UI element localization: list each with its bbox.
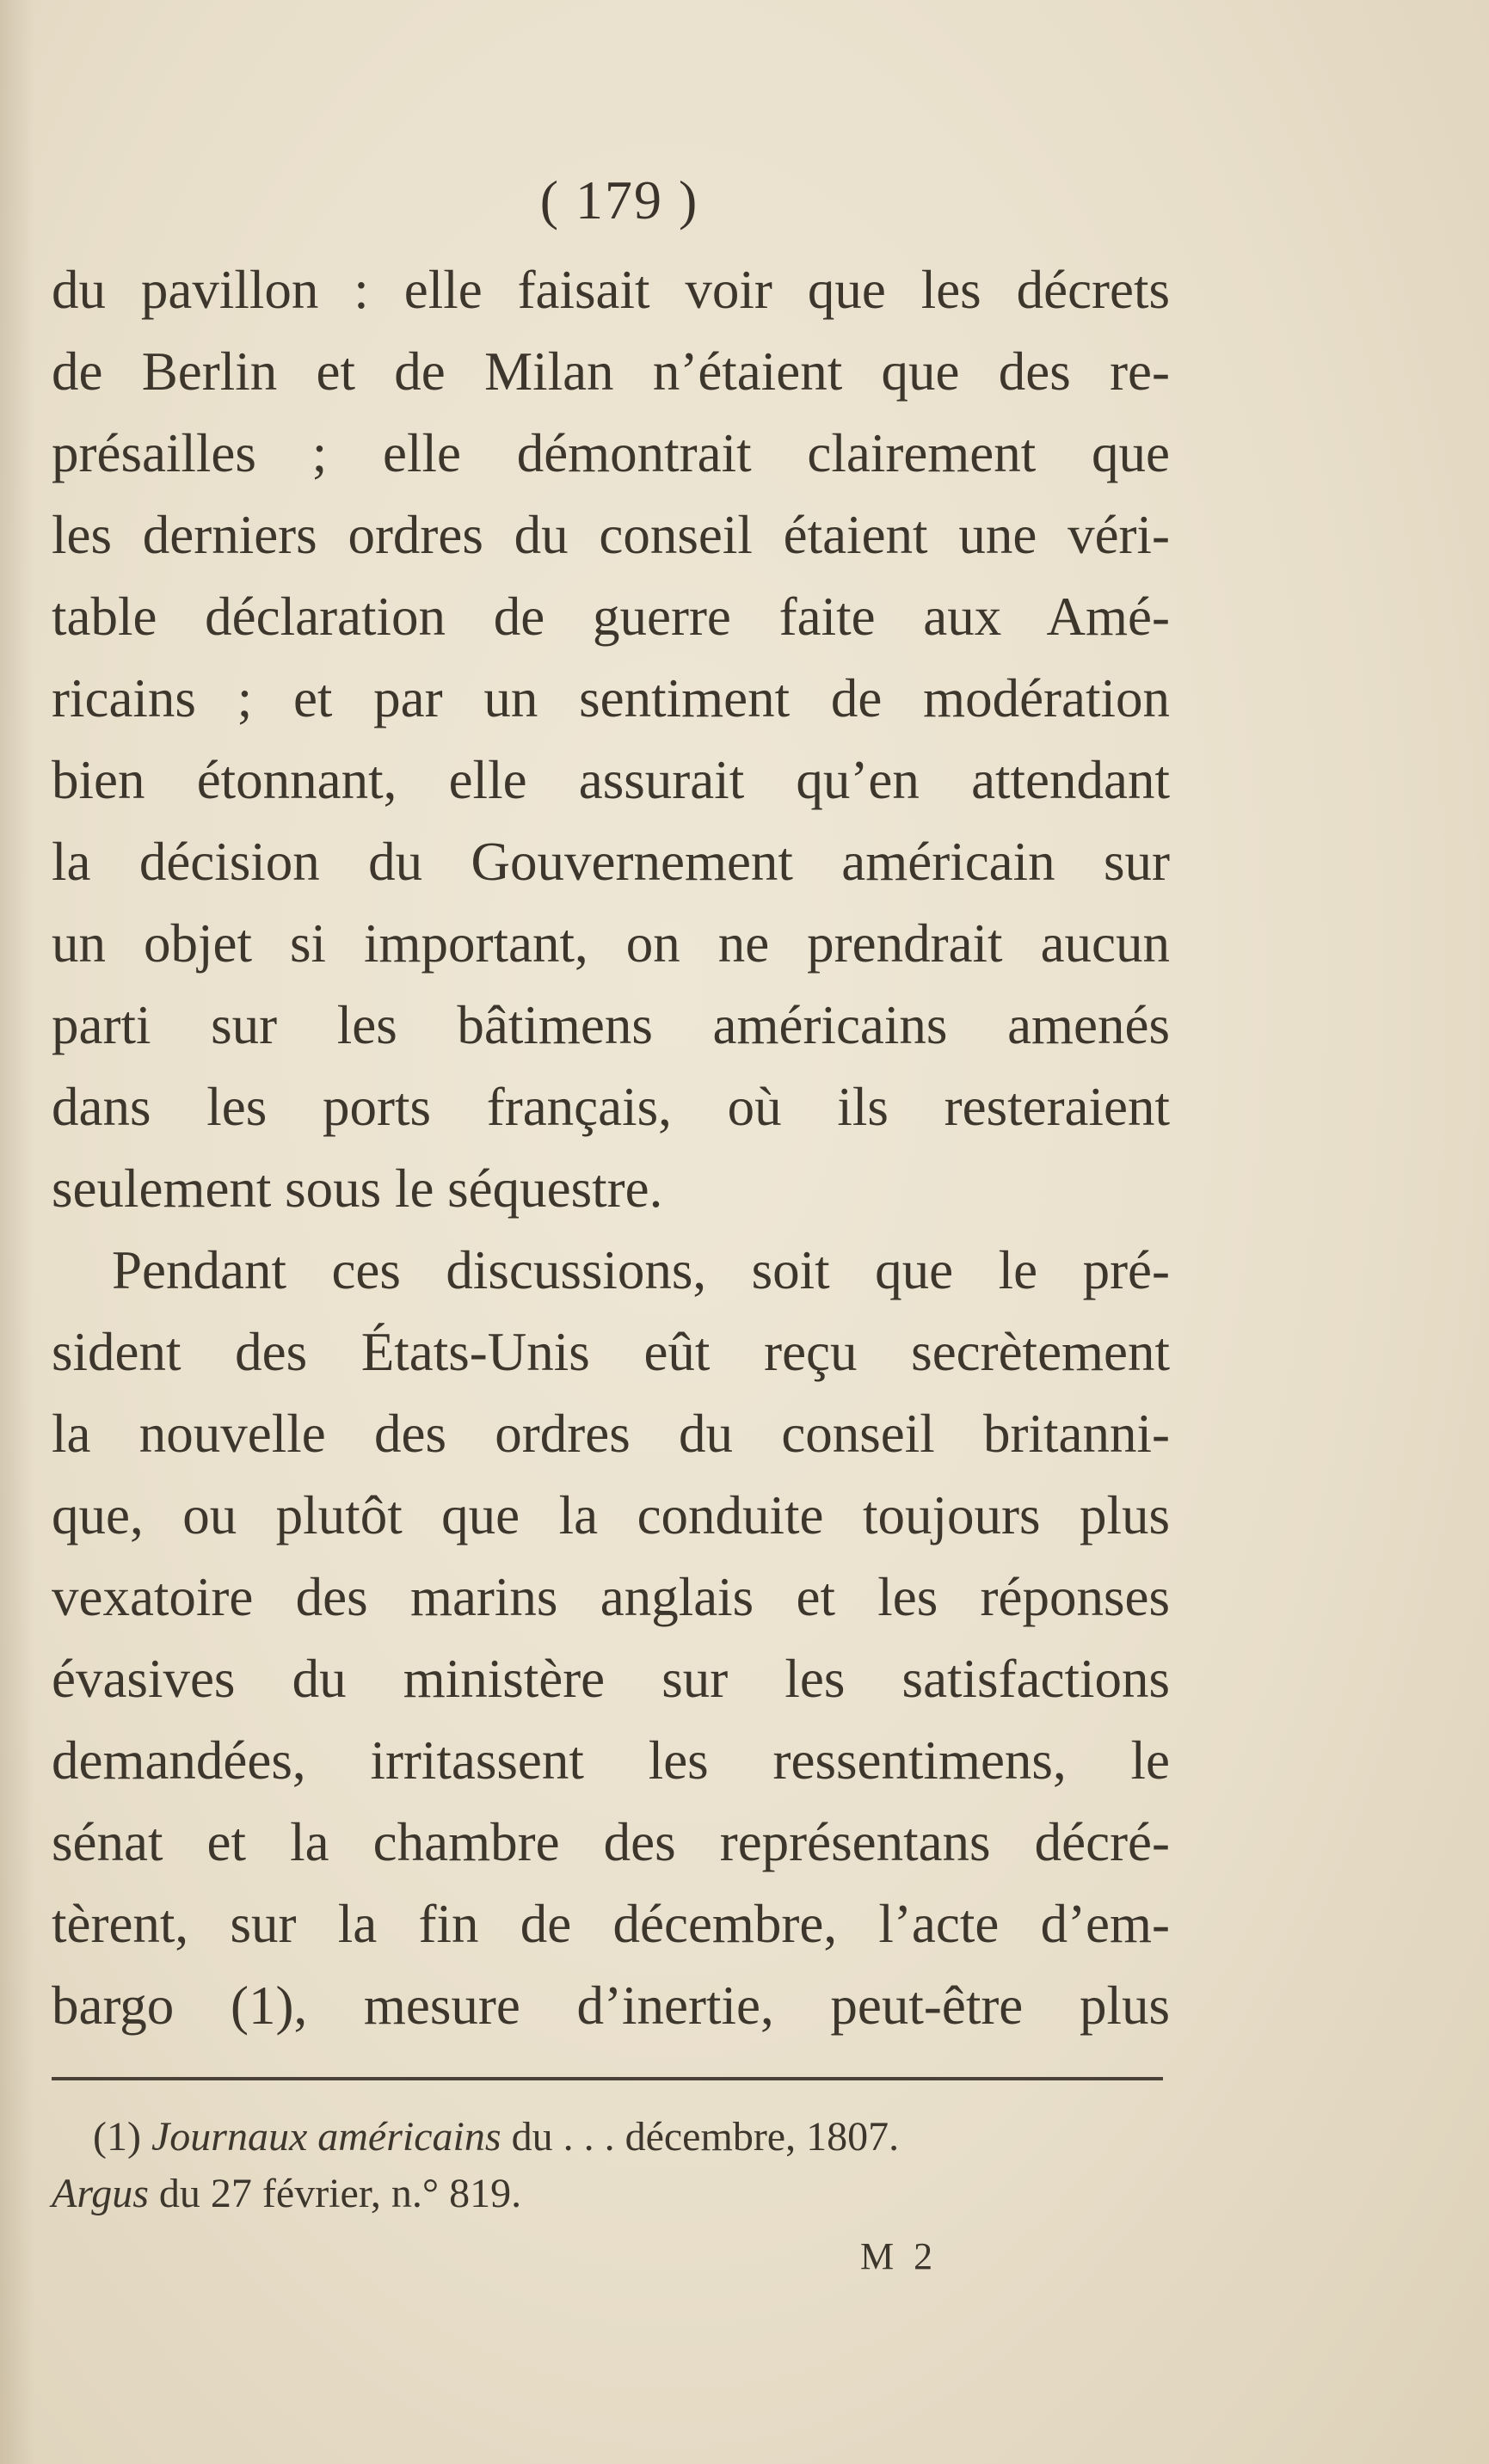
footnote-source-title: Argus [52,2171,149,2216]
text-line: sénat et la chambre des représentans décré- [52,1812,1170,1872]
text-line: ricains ; et par un sentiment de modération [52,668,1170,728]
text-line: les derniers ordres du conseil étaient une véri- [52,505,1170,565]
text-line: sident des États-Unis eût reçu secrètement [52,1322,1170,1382]
footnote-source-detail: du 27 février, n.° 819. [148,2171,522,2216]
footnotes [52,2109,1161,2222]
footnote-rule [52,2077,1163,2080]
text-line: seulement sous le séquestre. [52,1158,663,1219]
text-line: vexatoire des marins anglais et les réponses [52,1567,1170,1627]
text-line: dans les ports français, où ils resteraient [52,1077,1170,1137]
footnote-source-detail: du . . . décembre, 1807. [501,2114,900,2160]
text-line: évasives du ministère sur les satisfactions [52,1649,1170,1709]
text-line: tèrent, sur la fin de décembre, l’acte d’em- [52,1894,1170,1954]
body-text [52,249,1170,2047]
text-line: du pavillon : elle faisait voir que les décrets [52,260,1170,320]
text-line: table déclaration de guerre faite aux Amé- [52,587,1170,647]
text-line: présailles ; elle démontrait clairement que [52,423,1170,483]
spine-shadow [0,0,34,2464]
text-line: de Berlin et de Milan n’étaient que des re- [52,341,1170,402]
footnote-line [52,2109,1161,2166]
footnote-line [52,2166,1161,2222]
text-line: un objet si important, on ne prendrait aucun [52,913,1170,974]
footnote-marker: (1) [93,2114,141,2160]
text-line: la nouvelle des ordres du conseil britanni- [52,1404,1170,1464]
text-line: bargo (1), mesure d’inertie, peut-être plus [52,1976,1170,2036]
text-line: demandées, irritassent les ressentimens, le [52,1730,1170,1791]
text-line: Pendant ces discussions, soit que le pré- [112,1240,1170,1300]
text-line: la décision du Gouvernement américain sur [52,832,1170,892]
footnote-source-title: Journaux américains [151,2114,501,2160]
text-line: parti sur les bâtimens américains amenés [52,995,1170,1055]
signature-mark: M 2 [860,2235,938,2277]
page-number: ( 179 ) [539,169,699,230]
text-line: bien étonnant, elle assurait qu’en attendant [52,750,1170,810]
text-line: que, ou plutôt que la conduite toujours plus [52,1485,1170,1545]
